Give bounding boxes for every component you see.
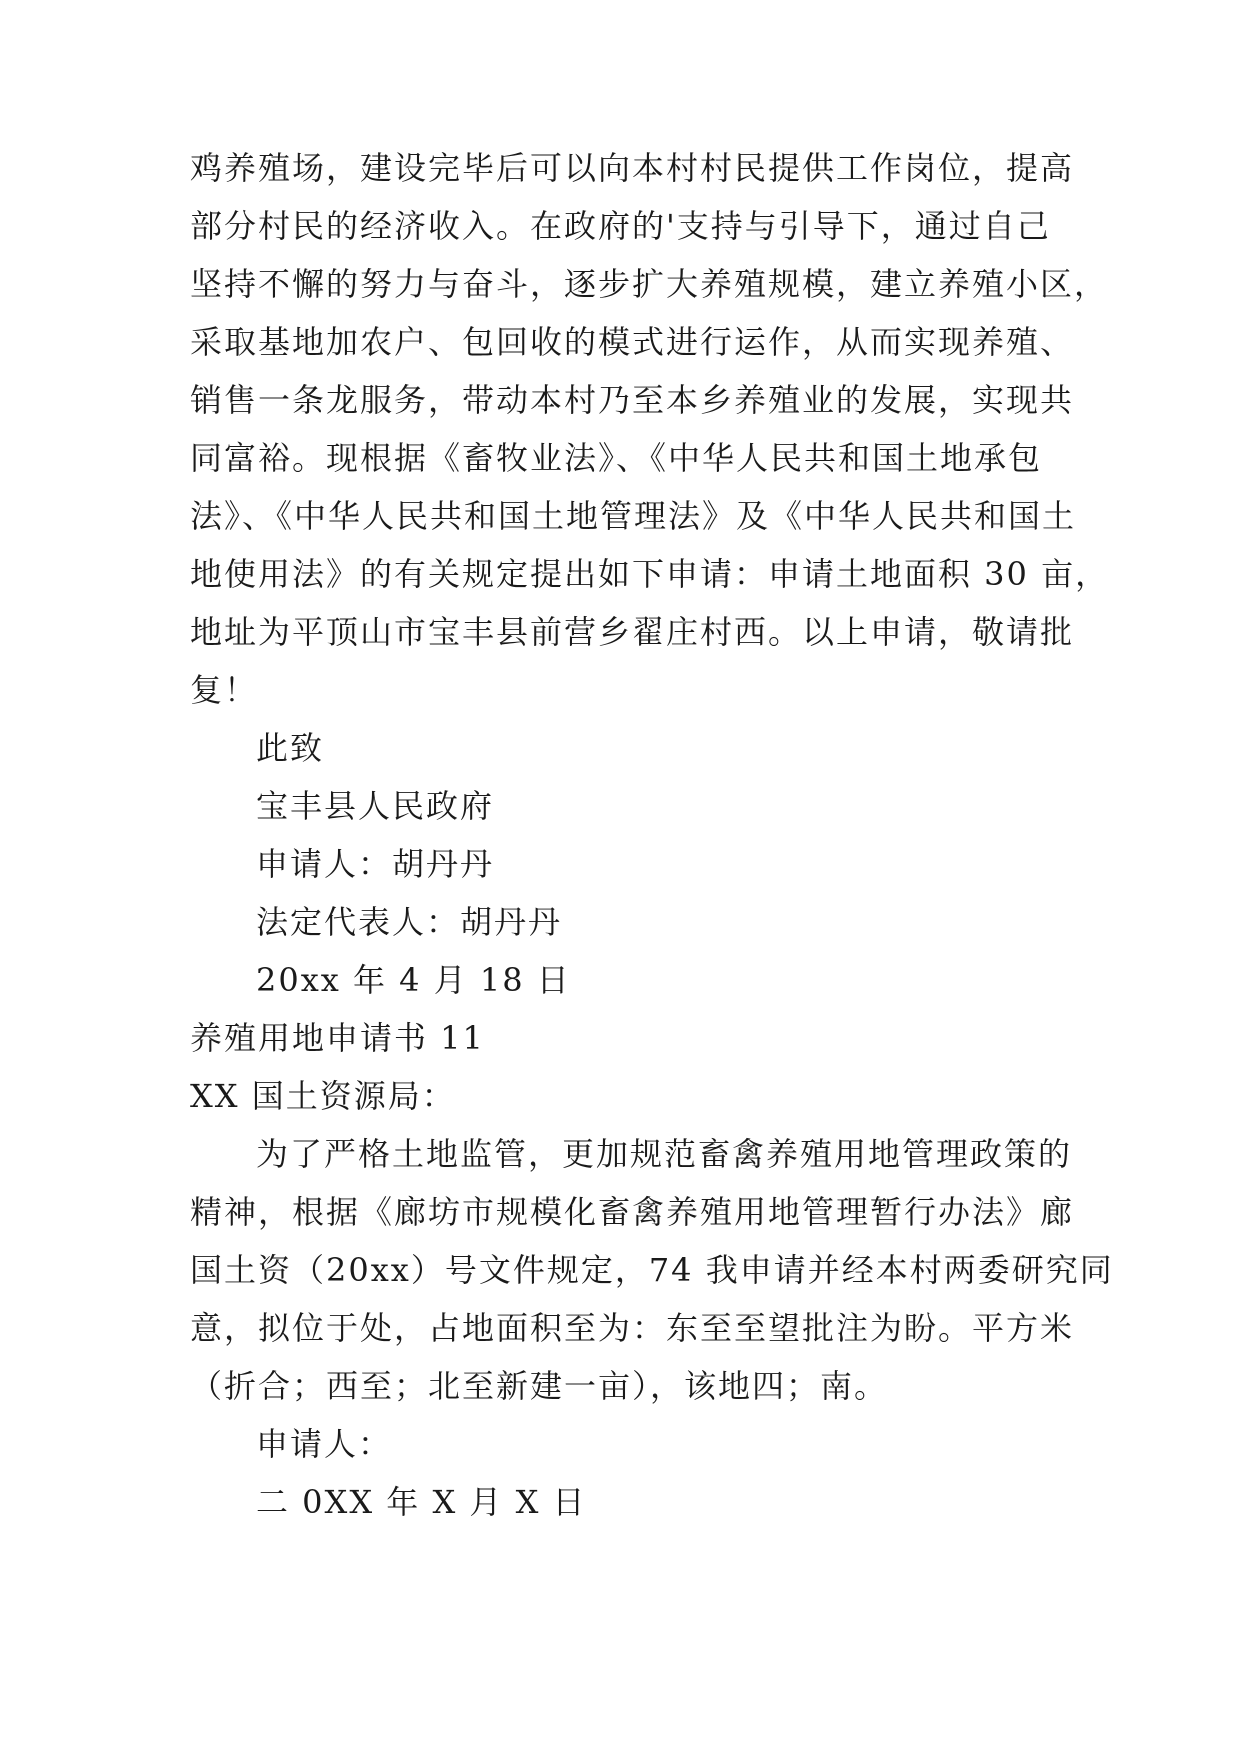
recipient: 宝丰县人民政府 <box>256 787 495 825</box>
section-title: 养殖用地申请书 11 <box>190 1019 485 1057</box>
body-line-5: 销售一条龙服务，带动本村乃至本乡养殖业的发展，实现共 <box>190 381 1075 419</box>
body2-line-3: 国土资（20xx）号文件规定，74 我申请并经本村两委研究同 <box>190 1251 1114 1289</box>
body-line-7: 法》、《中华人民共和国土地管理法》及《中华人民共和国土 <box>190 497 1077 535</box>
applicant: 申请人：胡丹丹 <box>256 845 495 883</box>
body-line-4: 采取基地加农户、包回收的模式进行运作，从而实现养殖、 <box>190 323 1075 361</box>
body-line-1: 鸡养殖场，建设完毕后可以向本村村民提供工作岗位，提高 <box>190 149 1075 187</box>
body-line-10: 复！ <box>190 671 259 709</box>
legal-representative: 法定代表人：胡丹丹 <box>256 903 563 941</box>
body2-line-5: （折合；西至；北至新建一亩），该地四；南。 <box>190 1367 889 1405</box>
date-2: 二 0XX 年 X 月 X 日 <box>256 1483 587 1521</box>
body-line-9: 地址为平顶山市宝丰县前营乡翟庄村西。以上申请，敬请批 <box>190 613 1075 651</box>
body2-line-1: 为了严格土地监管，更加规范畜禽养殖用地管理政策的 <box>256 1135 1073 1173</box>
addressee: XX 国土资源局： <box>190 1077 456 1115</box>
body-line-6: 同富裕。现根据《畜牧业法》、《中华人民共和国土地承包 <box>190 439 1043 477</box>
salutation: 此致 <box>256 729 325 767</box>
date: 20xx 年 4 月 18 日 <box>256 961 571 999</box>
body2-line-2: 精神，根据《廊坊市规模化畜禽养殖用地管理暂行办法》廊 <box>190 1193 1075 1231</box>
body-line-3: 坚持不懈的努力与奋斗，逐步扩大养殖规模，建立养殖小区， <box>190 265 1109 303</box>
applicant-2: 申请人： <box>256 1425 393 1463</box>
body2-line-4: 意，拟位于处，占地面积至为：东至至望批注为盼。平方米 <box>190 1309 1075 1347</box>
body-line-2: 部分村民的经济收入。在政府的'支持与引导下，通过自己 <box>190 207 1051 245</box>
body-line-8: 地使用法》的有关规定提出如下申请：申请土地面积 30 亩， <box>190 555 1110 593</box>
